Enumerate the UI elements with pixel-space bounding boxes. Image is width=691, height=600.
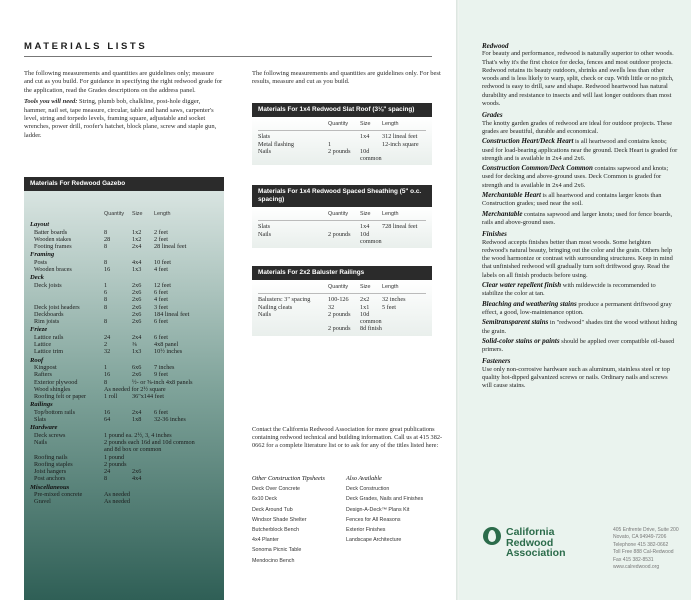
slat-roof-table [252, 103, 432, 165]
table-cell: 3 feet [154, 303, 168, 311]
table-row [30, 498, 218, 505]
title-item: Windsor Shade Shelter [252, 516, 307, 523]
table-cell: 8 [104, 303, 108, 311]
table-row [30, 282, 218, 289]
table-cell: 2 pounds each 16d and 10d common [104, 438, 195, 446]
table-cell: 10d common [360, 147, 382, 163]
table-row [30, 454, 218, 461]
table-row [258, 141, 426, 148]
table-cell: Footing frames [34, 243, 72, 251]
table-cell: 2x4 [132, 243, 142, 251]
table-cell: 2 pounds [328, 230, 351, 238]
baluster-body [252, 280, 432, 336]
baluster-title: Materials For 2x2 Baluster Railings [252, 266, 432, 280]
table-cell: Deckboards [34, 310, 64, 318]
table-cell: 32 inches [382, 296, 406, 304]
grade-title: Construction Common/Deck Common [482, 164, 593, 173]
table-cell: 2 pounds [328, 147, 351, 155]
table-cell [258, 121, 328, 128]
gazebo-table-title: Materials For Redwood Gazebo [24, 177, 224, 191]
table-cell: 2x6 [132, 310, 142, 318]
table-cell: Pre-mixed concrete [34, 490, 83, 498]
table-row [30, 296, 218, 303]
finish-solid [482, 337, 678, 355]
table-row [258, 223, 426, 230]
address-line: Fax 415 382-8531 [613, 556, 654, 563]
title-item: Deck Over Concrete [252, 486, 300, 493]
table-cell: Nails [258, 230, 272, 238]
table-cell [258, 211, 328, 218]
table-cell: 10½ inches [154, 348, 183, 356]
intro-paragraph: The following measurements and quantities are guidelines only; measure and cut as you build. For guidance in specifying the right redwood grade for the application, read the Grades descriptions on the address panel. [24, 70, 223, 94]
table-cell: 1 roll [104, 393, 118, 401]
table-cell: 4x8 panel [154, 341, 179, 349]
fasteners-text: Use only non-corrosive hardware such as aluminum, stainless steel or top quality hot-dipped galvanized screws or nails. Ordinary nails and screws will cause stains. [482, 365, 670, 390]
title-item: Exterior Finishes [346, 527, 386, 534]
table-header [258, 280, 426, 294]
col-size: Size [360, 211, 371, 217]
table-cell: 6 feet [154, 408, 168, 416]
table-cell: 12-inch square [382, 140, 419, 148]
table-row [30, 341, 218, 348]
finish-desc: with mildewcide is recommended to stabilize the color at tan. [482, 282, 656, 298]
table-cell [258, 284, 328, 291]
title-item: Deck Construction [346, 486, 390, 493]
table-row [30, 393, 218, 400]
grade-desc: contains sapwood and larger knots; used for fence boards, rails and above-ground uses. [482, 210, 673, 226]
table-cell: 1x3 [132, 348, 142, 356]
col-quantity: Quantity [328, 121, 349, 127]
table-row [30, 289, 218, 296]
table-cell [328, 133, 360, 140]
table-cell [328, 223, 360, 230]
grade-title: Merchantable [482, 209, 523, 218]
finish-title: Clear water repellent finish [482, 281, 562, 290]
table-cell: Lattice trim [34, 348, 64, 356]
finish-title: Semitransparent stains [482, 318, 549, 327]
grade-desc: contains sapwood and knots; used for decking and above-ground uses. Deck Common is graded for strength and is available in 2x4 and 2x6. [482, 165, 669, 189]
title-item: Landscape Architecture [346, 537, 402, 544]
table-row [258, 311, 426, 326]
table-cell: 2 pounds [328, 325, 351, 333]
heading-rule [24, 56, 432, 57]
also-available-column [346, 474, 440, 566]
baluster-table [252, 266, 432, 336]
tools-label: Tools you will need: [24, 98, 78, 106]
table-row [30, 409, 218, 416]
address-line: Novato, CA 94949-7206 [613, 534, 667, 541]
table-cell: 7 inches [154, 363, 175, 371]
table-row [30, 348, 218, 355]
table-cell: 2 feet [154, 228, 168, 236]
section-heading: Deck [30, 274, 44, 282]
table-cell: 2 feet [154, 235, 168, 243]
table-cell: 1x2 [132, 235, 142, 243]
table-cell: 1 [104, 363, 108, 371]
table-header [258, 207, 426, 221]
col-quantity: Quantity [328, 211, 349, 217]
gazebo-table-body [24, 191, 224, 506]
col-length: Length [382, 121, 399, 127]
table-cell: 4x4 [132, 258, 142, 266]
table-cell: 12 feet [154, 281, 172, 289]
table-cell: 8 [104, 378, 108, 386]
title-item: Deck Around Tub [252, 506, 293, 513]
table-row [30, 364, 218, 371]
table-cell: 24 [104, 333, 111, 341]
fasteners-heading: Fasteners [482, 357, 511, 366]
grade-desc: is all heartwood and contains knots; used for load-bearing applications near the ground. Deck Heart is graded for strength and is available in 2x4 and 2x6. [482, 138, 678, 162]
table-row [30, 416, 218, 423]
table-cell: 1x1 [360, 303, 370, 311]
table-cell: Joist hangers [34, 468, 67, 476]
redwood-heading: Redwood [482, 42, 509, 50]
logo-line: Association [506, 547, 566, 559]
table-cell: 1x4 [360, 223, 370, 231]
table-cell: 28 lineal feet [154, 243, 187, 251]
table-cell: 2x2 [360, 296, 370, 304]
table-cell: and 8d box or common [104, 446, 162, 454]
table-cell: 1x4 [360, 133, 370, 141]
table-cell: 2x6 [132, 371, 142, 379]
table-cell: 1 pound [104, 453, 125, 461]
table-row [30, 379, 218, 386]
table-cell: Roofing nails [34, 453, 68, 461]
table-cell: 4 feet [154, 296, 168, 304]
address-line: www.calredwood.org [613, 564, 660, 571]
finish-title: Solid-color stains or paints [482, 336, 560, 345]
table-row [30, 236, 218, 243]
table-cell: 8d finish [360, 325, 382, 333]
section-heading: Framing [30, 251, 55, 259]
table-cell: 1 pound ea. 2½, 3, 4 inches [104, 431, 172, 439]
table-cell: Wooden braces [34, 266, 72, 274]
table-cell: Wood shingles [34, 385, 71, 393]
table-row [258, 325, 426, 335]
table-cell [360, 141, 382, 148]
table-cell: ⅜ [132, 341, 137, 349]
table-cell [154, 468, 218, 475]
section-heading: Miscellaneous [30, 483, 70, 491]
table-cell: 1 [104, 281, 108, 289]
col-quantity: Quantity [104, 211, 125, 217]
table-cell: 64 [104, 416, 111, 424]
page-title: MATERIALS LISTS [24, 41, 148, 52]
table-cell: As needed [104, 498, 130, 506]
titles-list [252, 474, 448, 566]
intro-text-2: The following measurements and quantities are guidelines only. For best results, measure and cut as you build. [252, 70, 441, 86]
table-cell [382, 311, 426, 326]
table-cell: Exterior plywood [34, 378, 78, 386]
table-cell: Deck screws [34, 431, 66, 439]
table-cell: Roofing staples [34, 460, 73, 468]
table-row [258, 148, 426, 166]
table-cell: 6x6 [132, 363, 142, 371]
gazebo-table [24, 177, 224, 600]
col-size: Size [360, 284, 371, 290]
table-cell: Posts [34, 258, 48, 266]
table-row [30, 371, 218, 378]
table-cell: 2 [104, 341, 108, 349]
sheathing-body [252, 207, 432, 248]
table-cell: 28 [104, 235, 111, 243]
table-cell: 2x6 [132, 296, 142, 304]
grade-title: Construction Heart/Deck Heart [482, 137, 574, 146]
finishes-text: Redwood accepts finishes better than most woods. Some heighten redwood's natural beauty, bringing out the color and the grain. Others help the wood harmonize or contrast with surrounding structures. Keep in mind that unfinished redwood will gradually turn soft driftwood gray. Read the labels on all finish products before using. [482, 238, 673, 279]
contact-text: Contact the California Redwood Association for more great publications containing redwood technical and building information. Call us at 415 382-0662 for a complete literature list or to ask for any of the titles listed here: [252, 426, 443, 450]
table-cell: 10d common [360, 230, 382, 245]
table-cell: As needed [104, 490, 130, 498]
table-cell [382, 148, 426, 163]
finish-desc: in "redwood" shades tint the wood without hiding the grain. [482, 319, 678, 335]
table-cell: Slats [34, 416, 47, 424]
table-cell: 10 feet [154, 258, 172, 266]
table-cell: 1x2 [132, 228, 142, 236]
table-cell: Nails [258, 147, 272, 155]
grade-merchantable [482, 210, 678, 228]
table-row [30, 461, 218, 468]
table-cell: Metal flashing [258, 140, 294, 148]
table-cell: Nailing cleats [258, 303, 293, 311]
col-length: Length [382, 211, 399, 217]
table-cell: Gravel [34, 498, 51, 506]
table-cell: 8 [104, 475, 108, 483]
table-cell: 9 feet [154, 371, 168, 379]
table-cell: 32 [328, 303, 335, 311]
title-item: Sonoma Picnic Table [252, 547, 302, 554]
tipsheets-column [252, 474, 346, 566]
logo-line: California [506, 526, 555, 538]
title-item: Deck Grades, Nails and Finishes [346, 496, 424, 503]
table-cell: 100-126 [328, 296, 349, 304]
table-cell: 6 feet [154, 333, 168, 341]
table-cell: Rafters [34, 371, 52, 379]
table-row [30, 468, 218, 475]
col-size: Size [360, 121, 371, 127]
also-available-heading: Also Available [346, 475, 382, 482]
sheathing-title: Materials For 1x4 Redwood Spaced Sheathing (5" o.c. spacing) [252, 185, 432, 207]
table-cell: ½- or ⅝-inch 4x8 panels [132, 378, 193, 386]
table-cell [382, 325, 426, 332]
table-cell [258, 325, 328, 332]
info-column [482, 42, 678, 392]
table-cell [30, 289, 104, 296]
table-cell: Slats [258, 133, 271, 141]
grades-text: The knotty garden grades of redwood are ideal for outdoor projects. These grades are beautiful, durable and economical. [482, 119, 673, 135]
table-row [30, 304, 218, 311]
table-cell: Batter boards [34, 228, 68, 236]
table-cell: Deck joists [34, 281, 62, 289]
table-cell: 2x4 [132, 333, 142, 341]
finish-title: Bleaching and weathering stains [482, 299, 577, 308]
table-cell: Lattice [34, 341, 52, 349]
title-item: Fences for All Reasons [346, 516, 401, 523]
redwood-tree-icon [483, 527, 501, 545]
slat-roof-title: Materials For 1x4 Redwood Slat Roof (3⅛" spacing) [252, 103, 432, 117]
table-cell: 6 [104, 288, 108, 296]
table-cell: 4x4 [132, 475, 142, 483]
table-cell: Post anchors [34, 475, 66, 483]
col-size: Size [132, 211, 143, 217]
table-cell: 10d common [360, 310, 382, 326]
address-line: Toll Free 888 Cal-Redwood [613, 549, 674, 556]
table-cell: Nails [258, 310, 272, 318]
cra-logo [483, 527, 566, 559]
tools-text: String, plumb bob, chalkline, post-hole digger, hammer, nail set, tape measure, circular, table and hand saws, carpenter's level, string and torpedo levels, framing square, adjustable and socket wrenches, power drill, roofer's hatchet, block plane, screw and staple gun, ladder. [24, 98, 217, 139]
table-row [258, 296, 426, 303]
finish-bleaching [482, 300, 678, 318]
grade-construction-heart [482, 137, 678, 163]
grade-merchantable-heart [482, 191, 678, 209]
table-row [30, 259, 218, 266]
table-row [30, 439, 218, 446]
table-cell: 6 feet [154, 318, 168, 326]
page-fold [456, 0, 459, 600]
table-row [30, 311, 218, 318]
title-item: 6x10 Deck [252, 496, 278, 503]
table-cell: 24 [104, 468, 111, 476]
table-row [30, 243, 218, 250]
table-cell: 312 lineal feet [382, 133, 418, 141]
tipsheets-heading: Other Construction Tipsheets [252, 475, 325, 482]
finishes-heading: Finishes [482, 230, 507, 239]
table-cell: 4 feet [154, 266, 168, 274]
table-cell: 5 feet [382, 303, 396, 311]
title-item: 4x4 Planter [252, 537, 279, 544]
table-cell: Rim joists [34, 318, 60, 326]
table-cell [30, 446, 104, 453]
tools-paragraph [24, 98, 224, 140]
table-row [30, 229, 218, 236]
logo-name [506, 527, 566, 559]
address-line: 405 Enfrente Drive, Suite 200 [613, 527, 679, 533]
table-cell: 1x8 [132, 416, 142, 424]
table-row [30, 266, 218, 273]
section-heading: Hardware [30, 424, 58, 432]
table-cell: 2 pounds [328, 310, 351, 318]
table-cell: 16 [104, 266, 111, 274]
table-cell: 6 feet [154, 288, 168, 296]
section-heading: Layout [30, 221, 50, 229]
section-heading: Frieze [30, 326, 48, 334]
logo-line: Redwood [506, 536, 554, 549]
grade-desc: is all heartwood and contains larger knots than Construction grades; used near the soil. [482, 192, 662, 208]
sheathing-table [252, 185, 432, 248]
finish-semitransparent [482, 318, 678, 336]
table-cell: Slats [258, 223, 271, 231]
table-cell: 2x6 [132, 303, 142, 311]
table-cell: Wooden stakes [34, 235, 72, 243]
table-cell: As needed for 2½ square [104, 385, 166, 393]
table-cell: 1 [328, 140, 332, 148]
table-cell: 728 lineal feet [382, 223, 418, 231]
table-row [30, 334, 218, 341]
col-quantity: Quantity [328, 284, 349, 290]
table-row [258, 304, 426, 311]
table-cell: 2x6 [132, 318, 142, 326]
table-cell: Top/bottom rails [34, 408, 75, 416]
table-cell: 184 lineal feet [154, 310, 190, 318]
grade-title: Merchantable Heart [482, 191, 541, 200]
table-cell [104, 311, 132, 318]
table-cell [382, 231, 426, 246]
table-cell: 2x6 [132, 468, 142, 476]
col-length: Length [154, 211, 171, 217]
table-header [258, 117, 426, 131]
title-item: Mendocino Bench [252, 557, 295, 564]
title-item: Design-A-Deck™ Plans Kit [346, 506, 410, 513]
table-cell: 1x3 [132, 266, 142, 274]
table-cell: Kingpost [34, 363, 57, 371]
table-cell: 2x6 [132, 288, 142, 296]
redwood-text: For beauty and performance, redwood is naturally superior to other woods. That's why it's the first choice for decks, fences and most outdoor projects. Redwood retains its beauty outdoors, shrinks and swells less than other woods and is less likely to warp, split, check or cup. With little or no pitch, redwood is easy to drill, saw and shape. Redwood heartwood has natural durability and resistance to insects and will last longer outdoors than most woods. [482, 50, 674, 108]
table-row [30, 318, 218, 325]
table-cell: 8 [104, 228, 108, 236]
table-cell: 8 [104, 243, 108, 251]
table-cell [30, 296, 104, 303]
table-cell: 32 [104, 348, 111, 356]
table-cell [154, 475, 218, 482]
table-row [258, 231, 426, 249]
section-heading: Roof [30, 356, 44, 364]
table-cell: Nails [34, 438, 48, 446]
table-cell: 16 [104, 408, 111, 416]
table-cell: 32-36 inches [154, 416, 186, 424]
table-cell: Balusters: 3" spacing [258, 296, 311, 304]
table-cell: Roofing felt or paper [34, 393, 87, 401]
section-heading: Railings [30, 401, 53, 409]
finish-desc: produce a permanent driftwood gray effect, a good, low-maintenance option. [482, 300, 672, 316]
col-length: Length [382, 284, 399, 290]
table-row [30, 475, 218, 482]
table-cell: 8 [104, 318, 108, 326]
table-cell: 36"x144 feet [132, 393, 164, 401]
table-cell: Lattice rails [34, 333, 64, 341]
table-cell: Deck joist headers [34, 303, 80, 311]
table-cell: 2x6 [132, 281, 142, 289]
grades-heading: Grades [482, 111, 503, 120]
table-row [258, 133, 426, 140]
table-row [30, 432, 218, 439]
address-line: Telephone 415 382-0662 [613, 541, 669, 548]
table-row [30, 386, 218, 393]
intro-text [24, 70, 224, 140]
title-item: Butcherblock Bench [252, 527, 300, 534]
table-cell: 2x4 [132, 408, 142, 416]
table-cell: 16 [104, 371, 111, 379]
table-cell: 8 [104, 296, 108, 304]
table-cell: 2 pounds [104, 460, 127, 468]
address-block [613, 527, 689, 571]
table-cell: 8 [104, 258, 108, 266]
table-row [30, 446, 218, 453]
table-row [30, 491, 218, 498]
grade-construction-common [482, 164, 678, 190]
finish-desc: should be applied over compatible oil-based primers. [482, 337, 675, 354]
slat-roof-body [252, 117, 432, 165]
table-header [30, 191, 218, 220]
finish-clear [482, 281, 678, 299]
